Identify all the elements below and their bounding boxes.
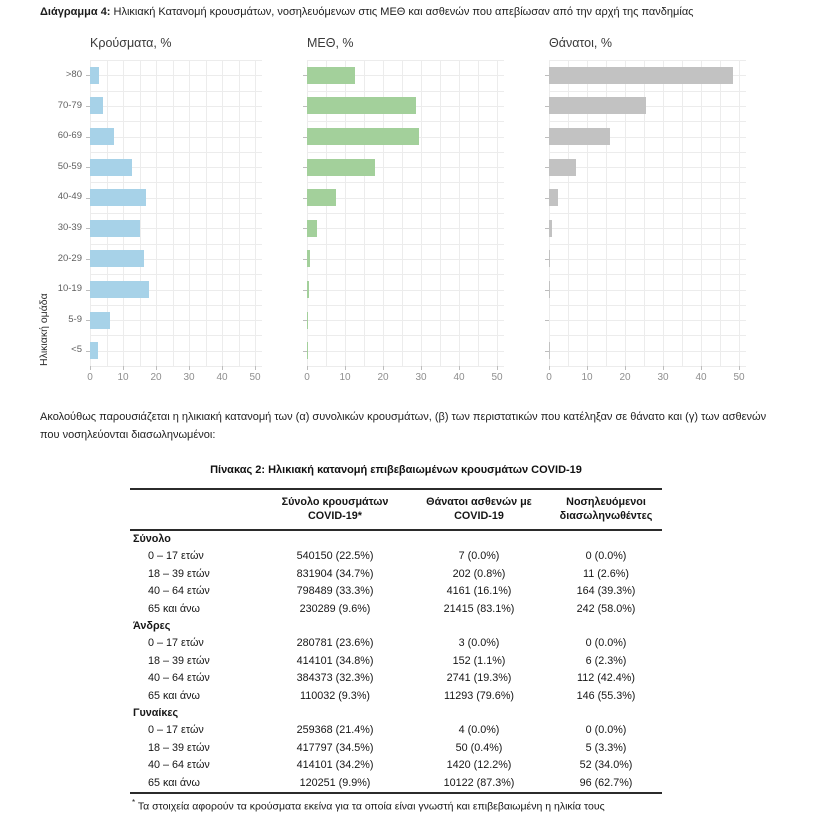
x-tick-label: 10 [581, 372, 593, 383]
bar-30-39 [549, 220, 552, 237]
y-axis-labels [50, 60, 90, 366]
gridline [549, 274, 746, 275]
plot-area [307, 60, 504, 366]
gridline [307, 228, 504, 229]
tick-mark [383, 366, 384, 370]
bar-30-39 [307, 220, 317, 237]
table-row [130, 670, 662, 687]
table-cell: 96 (62.7%) [579, 776, 633, 789]
gridline [307, 152, 504, 153]
gridline [549, 213, 746, 214]
table-cell: 5 (3.3%) [585, 741, 627, 754]
diagram-title-text: Ηλικιακή Κατανομή κρουσμάτων, νοσηλευόμενων στις ΜΕΘ και ασθενών που απεβίωσαν από την αρχή της πανδημίας [110, 6, 694, 18]
header-line: Θάνατοι ασθενών με [426, 496, 532, 508]
y-tick-label: >80 [65, 69, 82, 80]
tick-mark [303, 228, 307, 229]
table-cell: 18 – 39 ετών [148, 654, 210, 667]
bar-20-29 [307, 250, 310, 267]
bar-5-9 [90, 312, 110, 329]
y-tick-label: 70-79 [57, 99, 82, 111]
table-row [130, 757, 662, 774]
x-axis-labels [546, 372, 746, 386]
table-cell: 7 (0.0%) [458, 550, 500, 563]
table-cell: 0 – 17 ετών [148, 724, 204, 737]
tick-mark [739, 366, 740, 370]
x-tick-label: 50 [491, 372, 503, 383]
x-tick-label: 40 [453, 372, 465, 383]
table-cell: 164 (39.3%) [576, 585, 636, 598]
x-tick-label: 40 [695, 372, 707, 383]
table-cell: 152 (1.1%) [452, 654, 506, 667]
covid-age-table [130, 488, 662, 794]
section-label: Γυναίκες [133, 707, 179, 720]
bar-<5 [549, 342, 550, 359]
table-cell: 50 (0.4%) [455, 741, 503, 754]
tick-mark [345, 366, 346, 370]
table-cell: 40 – 64 ετών [148, 585, 210, 598]
x-axis-labels [87, 372, 262, 386]
table-header-row [130, 489, 662, 530]
bar-70-79 [307, 97, 416, 114]
y-tick-label: 40-49 [57, 191, 82, 203]
table-cell: 414101 (34.8%) [296, 654, 374, 667]
table-footnote [130, 798, 662, 813]
table-row [130, 583, 662, 600]
intro-paragraph: Ακολούθως παρουσιάζεται η ηλικιακή κατανομή των (α) συνολικών κρουσμάτων, (β) των περιστατικών που κατέληξαν σε θάνατο και (γ) των ασθενών που νοσηλεύονται διασωληνωμένοι: [40, 411, 767, 441]
table-cell: 831904 (34.7%) [296, 567, 374, 580]
bar->80 [549, 67, 733, 84]
table-cell: 384373 (32.3%) [296, 672, 374, 685]
tick-mark [587, 366, 588, 370]
table-cell: 259368 (21.4%) [296, 724, 374, 737]
table-cell: 18 – 39 ετών [148, 567, 210, 580]
table-column-header [130, 489, 262, 530]
chart-title: Κρούσματα, % [90, 36, 172, 50]
table-cell: 3 (0.0%) [458, 637, 500, 650]
table-row [130, 635, 662, 652]
bar-70-79 [90, 97, 103, 114]
x-tick-label: 20 [377, 372, 389, 383]
plot-area [90, 60, 262, 366]
bar-60-69 [549, 128, 610, 145]
gridline [549, 320, 746, 321]
tick-mark [86, 167, 90, 168]
tick-mark [303, 167, 307, 168]
gridline [307, 335, 504, 336]
table-cell: 540150 (22.5%) [296, 550, 374, 563]
bar-10-19 [549, 281, 550, 298]
gridline [90, 244, 262, 245]
table-cell: 146 (55.3%) [576, 689, 636, 702]
table-column-header [550, 489, 662, 530]
tick-mark [90, 366, 91, 370]
tick-mark [303, 75, 307, 76]
gridline [90, 152, 262, 153]
gridline [549, 60, 746, 61]
tick-mark [663, 366, 664, 370]
tick-mark [86, 75, 90, 76]
gridline [90, 182, 262, 183]
tick-mark [86, 351, 90, 352]
tick-mark [189, 366, 190, 370]
table-cell: 65 και άνω [148, 776, 200, 789]
table-cell: 0 – 17 ετών [148, 550, 204, 563]
gridline [549, 228, 746, 229]
gridline [307, 351, 504, 352]
table-cell: 11293 (79.6%) [443, 689, 515, 702]
age-distribution-charts [38, 36, 746, 386]
table-cell: 4 (0.0%) [458, 724, 500, 737]
tick-mark [86, 137, 90, 138]
gridline [307, 213, 504, 214]
x-tick-label: 50 [733, 372, 745, 383]
table-column-header [408, 489, 550, 530]
gridline [307, 244, 504, 245]
gridline [307, 60, 504, 61]
gridline [90, 335, 262, 336]
x-tick-label: 10 [117, 372, 129, 383]
x-tick-label: 30 [657, 372, 669, 383]
tick-mark [222, 366, 223, 370]
tick-mark [303, 106, 307, 107]
x-tick-label: 50 [249, 372, 261, 383]
table-title: Πίνακας 2: Ηλικιακή κατανομή επιβεβαιωμένων κρουσμάτων COVID-19 [210, 464, 582, 476]
bar-60-69 [90, 128, 114, 145]
gridline [549, 182, 746, 183]
bar-30-39 [90, 220, 140, 237]
gridline [90, 351, 262, 352]
table-cell: 280781 (23.6%) [296, 637, 374, 650]
x-tick-label: 30 [415, 372, 427, 383]
table-section-row [130, 530, 662, 548]
bar-10-19 [90, 281, 149, 298]
section-label: Άνδρες [133, 620, 171, 633]
bar-10-19 [307, 281, 309, 298]
tick-mark [545, 106, 549, 107]
gridline [90, 121, 262, 122]
tick-mark [545, 198, 549, 199]
tick-mark [545, 290, 549, 291]
tick-mark [86, 198, 90, 199]
x-axis-labels [304, 372, 504, 386]
y-tick-label: <5 [71, 344, 82, 356]
table-cell: 120251 (9.9%) [299, 776, 371, 789]
table-cell: 10122 (87.3%) [443, 776, 515, 789]
table-row [130, 548, 662, 565]
gridline [549, 290, 746, 291]
bar-40-49 [549, 189, 558, 206]
x-tick-label: 10 [339, 372, 351, 383]
section-label: Σύνολο [133, 533, 171, 545]
gridline [549, 121, 746, 122]
tick-mark [625, 366, 626, 370]
chart-panel-1 [87, 36, 262, 386]
gridline [549, 244, 746, 245]
y-tick-label: 5-9 [68, 313, 82, 325]
gridline [90, 106, 262, 107]
table-cell: 0 (0.0%) [585, 550, 627, 563]
table-row [130, 566, 662, 583]
y-tick-label: 30-39 [57, 221, 82, 233]
x-tick-label: 30 [183, 372, 195, 383]
bar-50-59 [90, 159, 132, 176]
gridline [549, 152, 746, 153]
bar-60-69 [307, 128, 419, 145]
gridline [549, 259, 746, 260]
y-tick-label: 20-29 [57, 252, 82, 264]
bar-20-29 [549, 250, 550, 267]
table-cell: 11 (2.6%) [582, 567, 629, 580]
table-row [130, 775, 662, 793]
gridline [90, 274, 262, 275]
table-cell: 414101 (34.2%) [296, 759, 374, 772]
x-tick-label: 40 [216, 372, 228, 383]
table-cell: 52 (34.0%) [579, 759, 633, 772]
gridline [90, 320, 262, 321]
tick-mark [303, 290, 307, 291]
table-cell: 6 (2.3%) [585, 654, 627, 667]
tick-mark [545, 75, 549, 76]
table-cell: 417797 (34.5%) [296, 741, 374, 754]
table-cell: 230289 (9.6%) [299, 602, 371, 615]
bar->80 [307, 67, 355, 84]
table-cell: 202 (0.8%) [452, 567, 506, 580]
x-tick-label: 20 [619, 372, 631, 383]
gridline [549, 335, 746, 336]
tick-mark [86, 320, 90, 321]
gridline [90, 91, 262, 92]
chart-panel-3 [546, 36, 746, 386]
bar-20-29 [90, 250, 144, 267]
tick-mark [545, 137, 549, 138]
gridline [549, 198, 746, 199]
tick-mark [701, 366, 702, 370]
gridline [307, 305, 504, 306]
table-column-header [262, 489, 408, 530]
gridline [307, 320, 504, 321]
tick-mark [421, 366, 422, 370]
tick-mark [545, 351, 549, 352]
tick-mark [545, 228, 549, 229]
plot-area [549, 60, 746, 366]
table-cell: 0 (0.0%) [585, 724, 627, 737]
bar-40-49 [307, 189, 336, 206]
chart-title: Θάνατοι, % [549, 36, 612, 50]
tick-mark [303, 198, 307, 199]
gridline [549, 167, 746, 168]
table-cell: 21415 (83.1%) [443, 602, 515, 615]
header-line: Σύνολο κρουσμάτων [281, 496, 389, 508]
gridline [307, 121, 504, 122]
footnote-text: Τα στοιχεία αφορούν τα κρούσματα εκείνα για τα οποία είναι γνωστή και επιβεβαιωμένη η ηλικία τους [137, 800, 605, 813]
gridline [90, 366, 262, 367]
bar-<5 [90, 342, 98, 359]
gridline [90, 137, 262, 138]
header-line: διασωληνωθέντες [559, 510, 653, 522]
x-tick-label: 0 [304, 372, 310, 383]
y-tick-label: 50-59 [57, 160, 82, 172]
table-cell: 40 – 64 ετών [148, 759, 210, 772]
x-tick-label: 0 [87, 372, 93, 383]
header-line: Νοσηλευόμενοι [566, 496, 646, 508]
tick-mark [545, 320, 549, 321]
tick-mark [86, 228, 90, 229]
header-line: COVID-19* [307, 510, 362, 522]
table-cell: 18 – 39 ετών [148, 741, 210, 754]
bar-<5 [307, 342, 308, 359]
tick-mark [549, 366, 550, 370]
gridline [307, 91, 504, 92]
tick-mark [255, 366, 256, 370]
gridline [549, 91, 746, 92]
table-cell: 0 (0.0%) [585, 637, 627, 650]
x-tick-label: 20 [150, 372, 162, 383]
gridline [307, 290, 504, 291]
tick-mark [307, 366, 308, 370]
header-line: COVID-19 [454, 510, 504, 522]
tick-mark [86, 290, 90, 291]
tick-mark [303, 259, 307, 260]
table-cell: 65 και άνω [148, 689, 200, 702]
table-block [130, 464, 662, 813]
table-cell: 40 – 64 ετών [148, 672, 210, 685]
table-row [130, 688, 662, 705]
chart-title: ΜΕΘ, % [307, 36, 354, 50]
table-section-row [130, 618, 662, 635]
gridline [549, 366, 746, 367]
bar-70-79 [549, 97, 646, 114]
tick-mark [303, 351, 307, 352]
bar->80 [90, 67, 99, 84]
tick-mark [156, 366, 157, 370]
bar-40-49 [90, 189, 146, 206]
tick-mark [123, 366, 124, 370]
gridline [90, 60, 262, 61]
y-tick-label: 60-69 [57, 130, 82, 142]
gridline [307, 366, 504, 367]
x-tick-label: 0 [546, 372, 552, 383]
gridline [307, 259, 504, 260]
table-cell: 4161 (16.1%) [446, 585, 512, 598]
y-axis-title: Ηλικιακή ομάδα [38, 293, 50, 366]
table-cell: 2741 (19.3%) [446, 672, 512, 685]
gridline [90, 305, 262, 306]
tick-mark [545, 259, 549, 260]
table-row [130, 653, 662, 670]
table-row [130, 601, 662, 618]
footnote-asterisk: * [132, 798, 136, 808]
diagram-title [40, 5, 693, 19]
table-row [130, 722, 662, 739]
gridline [549, 305, 746, 306]
tick-mark [459, 366, 460, 370]
diagram-title-label: Διάγραμμα 4: [40, 6, 111, 18]
tick-mark [86, 259, 90, 260]
table-cell: 110032 (9.3%) [299, 689, 371, 702]
table-cell: 112 (42.4%) [576, 672, 636, 685]
tick-mark [303, 320, 307, 321]
tick-mark [303, 137, 307, 138]
gridline [549, 351, 746, 352]
table-cell: 798489 (33.3%) [296, 585, 374, 598]
gridline [307, 182, 504, 183]
gridline [307, 274, 504, 275]
table-cell: 65 και άνω [148, 602, 200, 615]
table-section-row [130, 705, 662, 722]
table-cell: 242 (58.0%) [576, 602, 636, 615]
bar-50-59 [549, 159, 576, 176]
chart-panel-2 [304, 36, 504, 386]
tick-mark [497, 366, 498, 370]
tick-mark [86, 106, 90, 107]
tick-mark [545, 167, 549, 168]
bar-50-59 [307, 159, 375, 176]
chart-panels [87, 36, 746, 386]
table-cell: 0 – 17 ετών [148, 637, 204, 650]
table-row [130, 740, 662, 757]
table-cell: 1420 (12.2%) [446, 759, 512, 772]
gridline [90, 75, 262, 76]
gridline [307, 198, 504, 199]
y-tick-label: 10-19 [57, 283, 82, 295]
bar-5-9 [307, 312, 308, 329]
gridline [90, 213, 262, 214]
